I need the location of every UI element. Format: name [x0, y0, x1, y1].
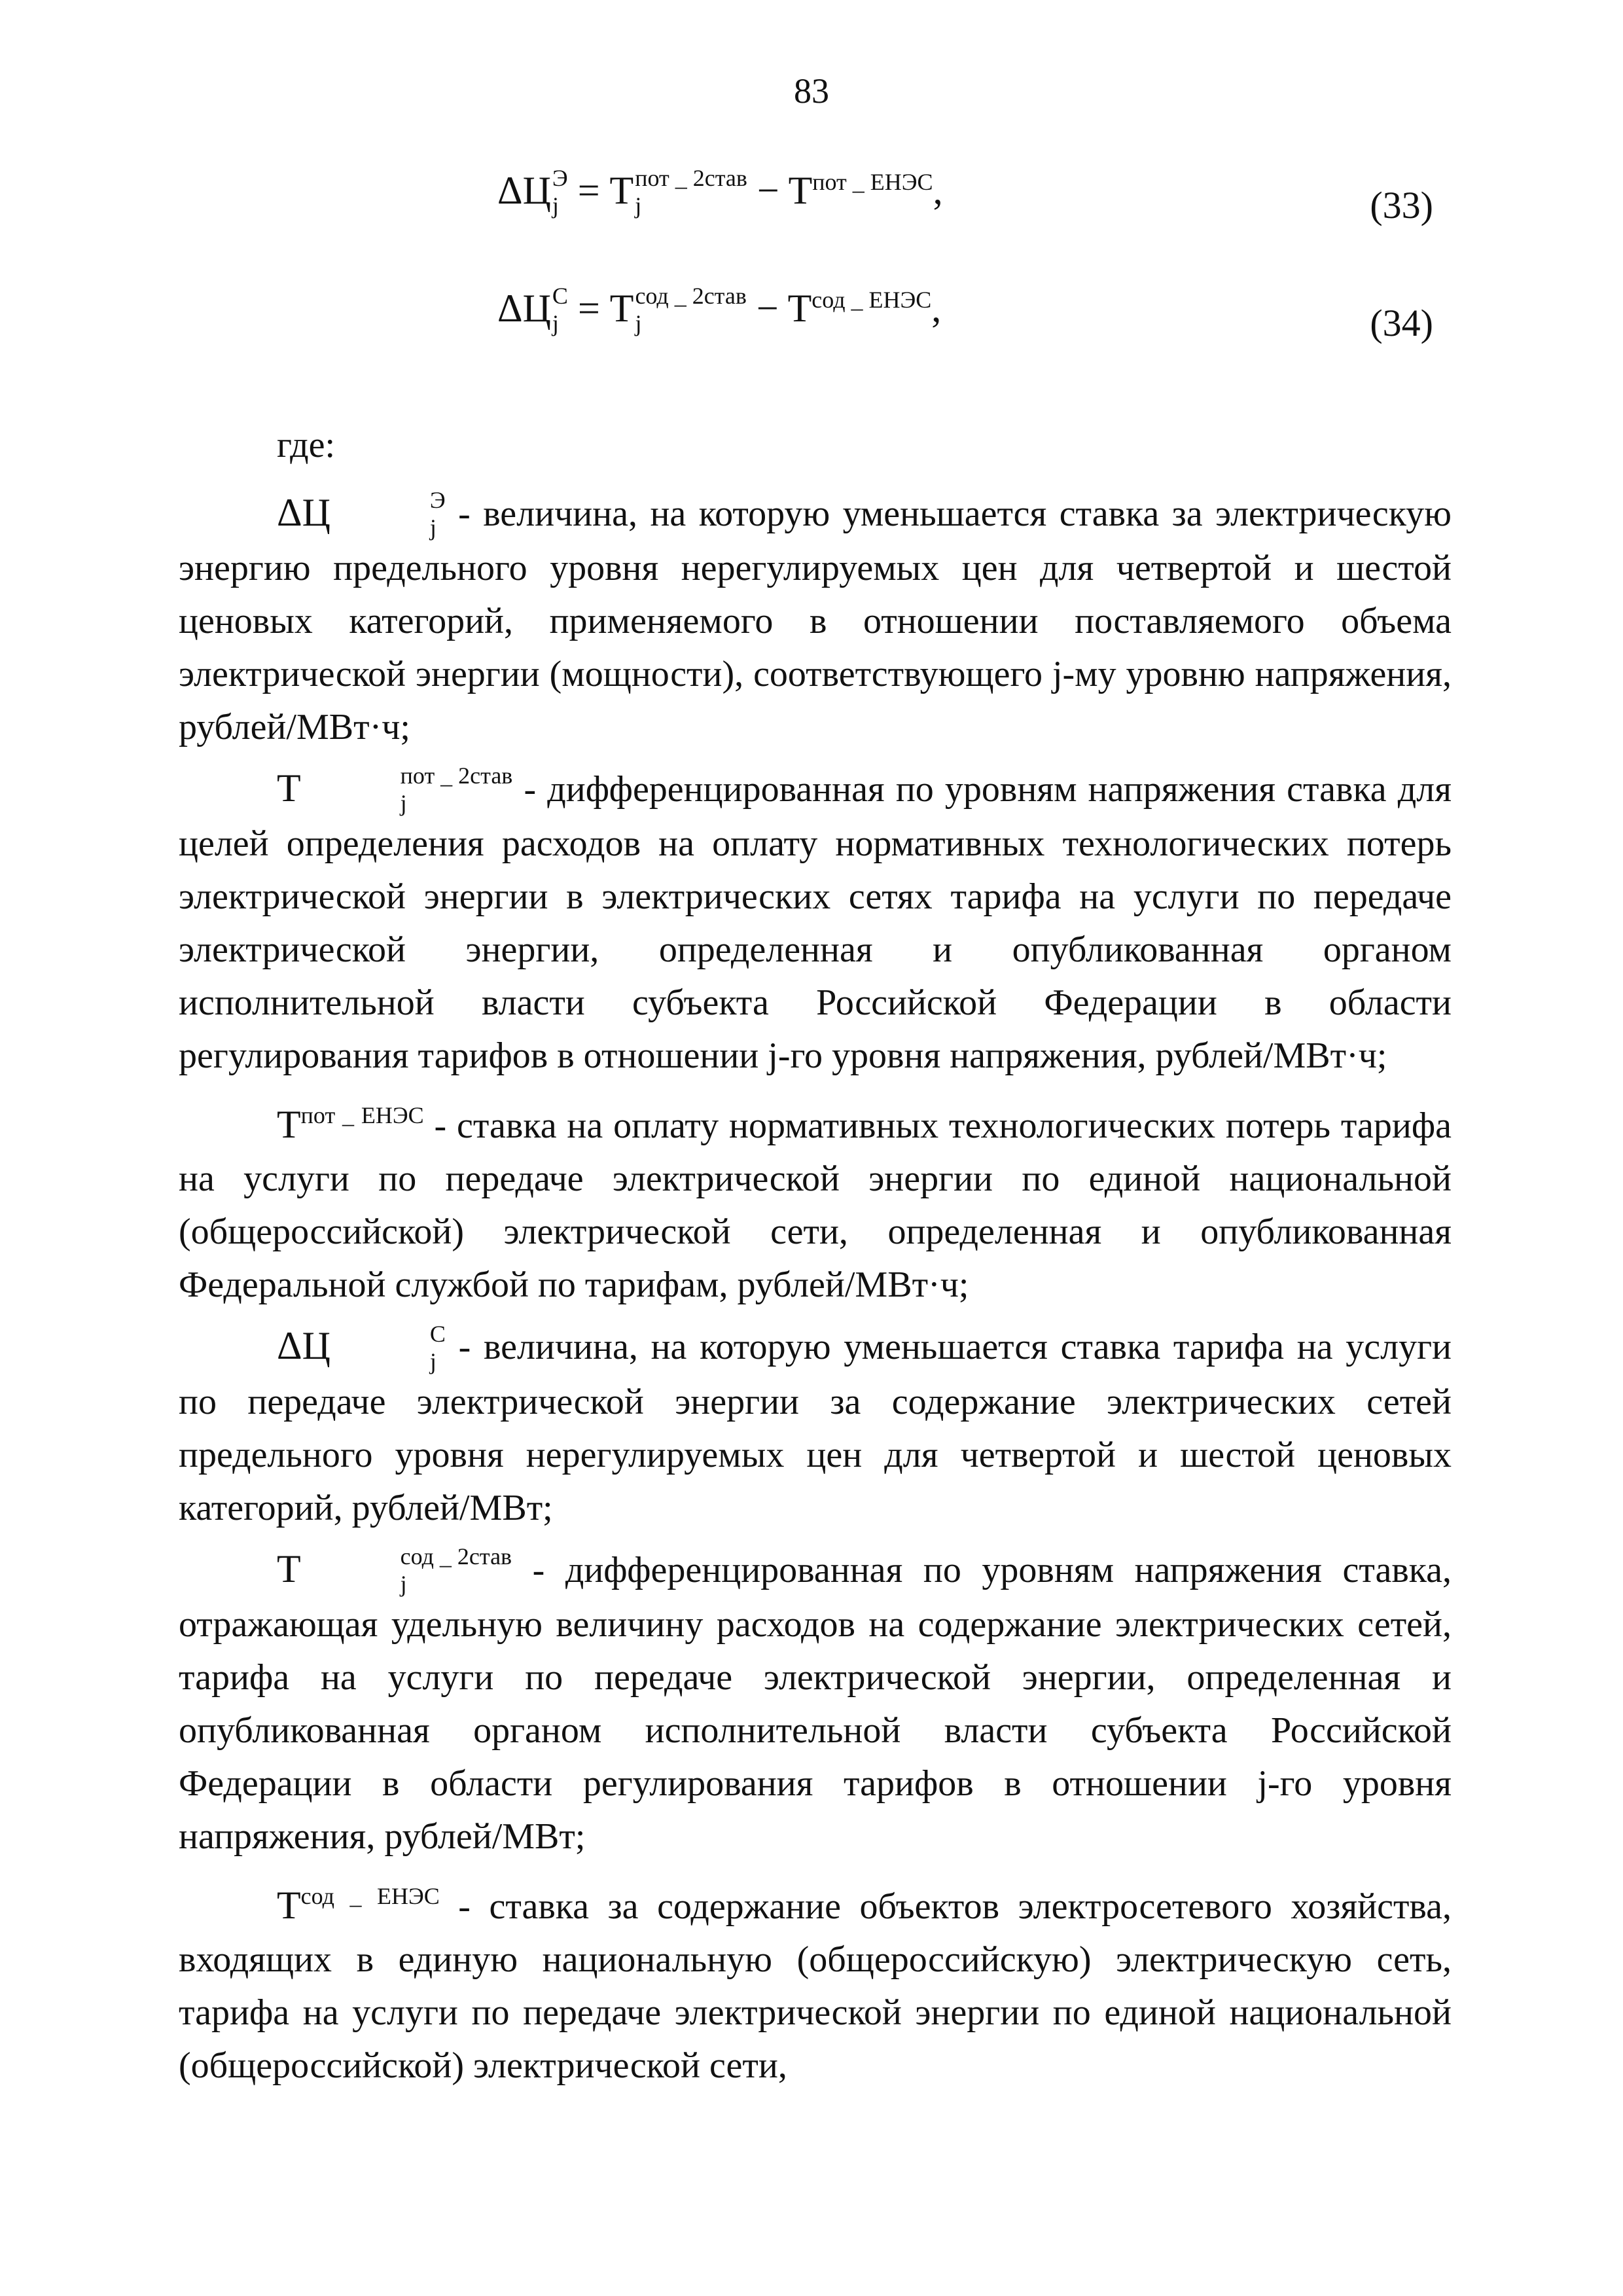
symbol-t-sod-2stav	[277, 1543, 512, 1597]
symbol-sup: сод _ 2став	[400, 1543, 512, 1570]
definition-text: - величина, на которую уменьшается ставка за электрическую энергию предельного уровня нерегулируемых цен для четвертой и шестой ценовых категорий, применяемого в отношении поставляемого объема электрической энергии (мощности), соответствующего j-му уровню напряжения, рублей/МВт·ч;	[179, 493, 1452, 748]
definition-delta-c-s	[179, 1319, 1452, 1534]
symbol-sup: Э	[429, 487, 446, 514]
formula-33-lhs-sup: Э	[552, 165, 568, 191]
formula-33-equals: =	[577, 168, 610, 212]
definition-t-sod-enes	[179, 1870, 1452, 2092]
formula-33-t1-sup: пот _ 2став	[635, 165, 747, 191]
equation-number-33: (33)	[1370, 184, 1433, 226]
symbol-t-pot-enes	[277, 1103, 424, 1146]
formula-33-minus: −	[757, 168, 779, 212]
definition-text: - дифференцированная по уровням напряжения ставка, отражающая удельную величину расходов на содержание электрических сетей, тарифа на услуги по передаче электрической энергии, определенная и опубликованная органом исполнительной власти субъекта Российской Федерации в области регулирования тарифов в отношении j-го уровня напряжения, рублей/МВт;	[179, 1549, 1452, 1857]
definition-t-pot-2stav	[179, 762, 1452, 1083]
symbol-sup: сод _ ЕНЭС	[300, 1882, 440, 1909]
definition-text: - дифференцированная по уровням напряжения ставка для целей определения расходов на оплату нормативных технологических потерь электрической энергии в электрических сетях тарифа на услуги по передаче электрической энергии, определенная и опубликованная органом исполнительной власти субъекта Российской Федерации в области регулирования тарифов в отношении j-го уровня напряжения, рублей/МВт·ч;	[179, 769, 1452, 1077]
symbol-sup: пот _ ЕНЭС	[300, 1102, 424, 1129]
symbol-sub: j	[400, 1570, 407, 1597]
symbol-sup: пот _ 2став	[400, 762, 513, 789]
formula-34-equals: =	[577, 286, 610, 330]
formula-33-t1-sub: j	[635, 192, 642, 219]
symbol-scripts	[302, 1545, 512, 1596]
formula-33	[497, 165, 943, 220]
formula-34-t2-base: T	[787, 286, 812, 330]
symbol-base: ΔЦ	[277, 1324, 330, 1368]
definition-text: - ставка за содержание объектов электросетевого хозяйства, входящих в единую национальную (общероссийскую) электрическую сеть, тарифа на услуги по передаче электрической энергии по единой национальной (общероссийской) электрической сети,	[179, 1886, 1452, 2086]
formula-33-t2-sup: пот _ ЕНЭС	[812, 168, 933, 195]
symbol-base: T	[277, 1883, 301, 1927]
symbol-delta-c-e	[277, 487, 446, 541]
formula-34-lhs-sub: j	[552, 310, 559, 336]
symbol-t-sod-enes	[277, 1884, 440, 1927]
formula-34-t1-sup: сод _ 2став	[635, 283, 747, 309]
formula-34-minus: −	[756, 286, 779, 330]
formula-34-lhs-base: ΔЦ	[497, 286, 551, 330]
where-label: где:	[277, 425, 336, 465]
symbol-base: ΔЦ	[277, 491, 330, 534]
equation-number-34: (34)	[1370, 302, 1433, 344]
symbol-scripts	[302, 764, 513, 815]
formula-33-t2-base: T	[788, 168, 813, 212]
formula-33-t1-base: T	[609, 168, 634, 212]
symbol-sub: j	[429, 514, 437, 541]
formula-34-t1-scripts	[635, 284, 746, 335]
symbol-t-pot-2stav	[277, 762, 513, 817]
definition-text: - величина, на которую уменьшается ставка тарифа на услуги по передаче электрической энергии за содержание электрических сетей предельного уровня нерегулируемых цен для четвертой и шестой ценовых категорий, рублей/МВт;	[179, 1327, 1452, 1528]
formula-33-tail: ,	[933, 168, 943, 212]
formula-33-lhs-sub: j	[552, 192, 559, 219]
formula-34	[497, 283, 942, 338]
formula-34-tail: ,	[931, 286, 942, 330]
definition-t-sod-2stav	[179, 1543, 1452, 1863]
formula-34-lhs-scripts	[552, 284, 568, 335]
formula-34-lhs-sup: С	[552, 283, 568, 309]
formula-33-t1-scripts	[635, 166, 747, 217]
symbol-base: T	[277, 766, 301, 810]
symbol-delta-c-s	[277, 1320, 446, 1374]
symbol-base: T	[277, 1547, 301, 1590]
symbol-scripts	[332, 1322, 446, 1373]
page-number: 83	[794, 71, 829, 111]
formula-34-t1-base: T	[609, 286, 634, 330]
symbol-sup: С	[429, 1320, 446, 1347]
formula-34-t2-sup: сод _ ЕНЭС	[812, 286, 932, 313]
definition-text: - ставка на оплату нормативных технологических потерь тарифа на услуги по передаче электрической энергии по единой национальной (общероссийской) электрической сети, определенная и опубликованная Федеральной службой по тарифам, рублей/МВт·ч;	[179, 1105, 1452, 1306]
symbol-base: T	[277, 1103, 301, 1147]
formula-33-lhs-base: ΔЦ	[497, 168, 551, 212]
symbol-scripts	[332, 488, 446, 539]
definitions-body	[179, 419, 1452, 2092]
formula-33-lhs-scripts	[552, 166, 568, 217]
formula-34-t1-sub: j	[635, 310, 642, 336]
definition-t-pot-enes	[179, 1089, 1452, 1312]
definition-delta-c-e	[179, 486, 1452, 754]
symbol-sub: j	[400, 790, 407, 817]
symbol-sub: j	[429, 1348, 437, 1374]
